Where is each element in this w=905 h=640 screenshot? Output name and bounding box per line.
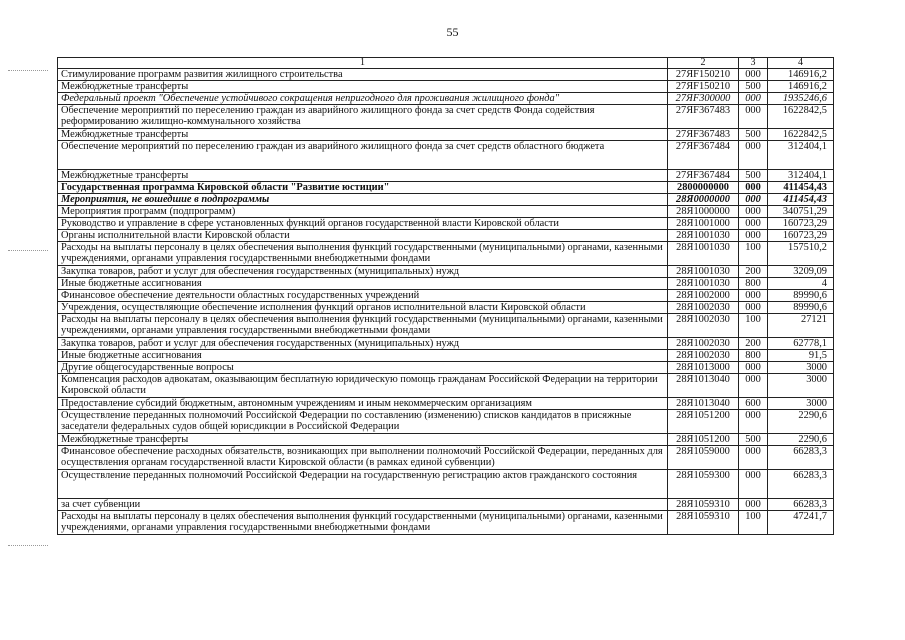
row-code: 27ЯF367484 [668, 170, 739, 182]
row-code: 28Я1001030 [668, 266, 739, 278]
row-name: Межбюджетные трансферты [58, 170, 668, 182]
row-type: 000 [739, 206, 768, 218]
header-col-2: 2 [668, 58, 739, 69]
row-amount: 3000 [768, 362, 834, 374]
table-row [58, 230, 834, 242]
row-type: 000 [739, 302, 768, 314]
row-code: 28Я1001030 [668, 242, 739, 266]
row-name: Обеспечение мероприятий по переселению граждан из аварийного жилищного фонда за счет средств областного бюджета [58, 141, 668, 170]
row-name: Компенсация расходов адвокатам, оказывающим бесплатную юридическую помощь гражданам Российской Федерации на территории Кировской области [58, 374, 668, 398]
row-code: 27ЯF367484 [668, 141, 739, 170]
row-name: Межбюджетные трансферты [58, 81, 668, 93]
row-amount: 1622842,5 [768, 129, 834, 141]
table-row [58, 410, 834, 434]
row-amount: 89990,6 [768, 290, 834, 302]
row-code: 27ЯF150210 [668, 69, 739, 81]
row-amount: 411454,43 [768, 182, 834, 194]
table-row [58, 338, 834, 350]
row-code: 28Я1002030 [668, 314, 739, 338]
row-name: Федеральный проект "Обеспечение устойчивого сокращения непригодного для проживания жилищного фонда" [58, 93, 668, 105]
budget-table [57, 57, 834, 535]
row-type: 000 [739, 374, 768, 398]
row-name: Государственная программа Кировской области "Развитие юстиции" [58, 182, 668, 194]
row-code: 28Я1001000 [668, 218, 739, 230]
row-name: Органы исполнительной власти Кировской области [58, 230, 668, 242]
row-type: 600 [739, 398, 768, 410]
table-row [58, 302, 834, 314]
row-name: Иные бюджетные ассигнования [58, 278, 668, 290]
row-amount: 1935246,6 [768, 93, 834, 105]
row-code: 28Я1000000 [668, 206, 739, 218]
row-code: 28Я1001030 [668, 278, 739, 290]
row-type: 100 [739, 314, 768, 338]
row-type: 500 [739, 81, 768, 93]
row-amount: 66283,3 [768, 446, 834, 470]
row-type: 500 [739, 129, 768, 141]
header-col-1: 1 [58, 58, 668, 69]
table-row [58, 314, 834, 338]
scan-artifact [8, 70, 48, 71]
row-name: Расходы на выплаты персоналу в целях обеспечения выполнения функций государственными (муниципальными) органами, казенными учреждениями, органами управления государственными внебюджетными фондами [58, 242, 668, 266]
row-name: Расходы на выплаты персоналу в целях обеспечения выполнения функций государственными (муниципальными) органами, казенными учреждениями, органами управления государственными внебюджетными фондами [58, 511, 668, 535]
header-col-4: 4 [768, 58, 834, 69]
row-name: Межбюджетные трансферты [58, 129, 668, 141]
table-row [58, 93, 834, 105]
row-amount: 2290,6 [768, 410, 834, 434]
row-type: 200 [739, 266, 768, 278]
row-amount: 4 [768, 278, 834, 290]
row-type: 000 [739, 446, 768, 470]
row-type: 500 [739, 170, 768, 182]
row-name: Обеспечение мероприятий по переселению граждан из аварийного жилищного фонда за счет средств Фонда содействия реформированию жилищно-коммунального хозяйства [58, 105, 668, 129]
scan-artifact [8, 545, 48, 546]
row-amount: 3209,09 [768, 266, 834, 278]
row-amount: 2290,6 [768, 434, 834, 446]
row-code: 28Я1059300 [668, 470, 739, 499]
row-type: 000 [739, 499, 768, 511]
table-row [58, 511, 834, 535]
row-name: Предоставление субсидий бюджетным, автономным учреждениям и иным некоммерческим организациям [58, 398, 668, 410]
row-code: 27ЯF367483 [668, 129, 739, 141]
row-code: 28Я1059310 [668, 499, 739, 511]
table-row [58, 470, 834, 499]
table-row [58, 170, 834, 182]
row-amount: 340751,29 [768, 206, 834, 218]
row-type: 100 [739, 242, 768, 266]
row-amount: 3000 [768, 374, 834, 398]
row-code: 28Я1002030 [668, 302, 739, 314]
table-row [58, 290, 834, 302]
row-type: 000 [739, 362, 768, 374]
row-amount: 89990,6 [768, 302, 834, 314]
row-code: 28Я1002030 [668, 338, 739, 350]
row-amount: 3000 [768, 398, 834, 410]
table-row [58, 81, 834, 93]
row-type: 800 [739, 350, 768, 362]
row-code: 28Я1013040 [668, 374, 739, 398]
table-row [58, 218, 834, 230]
row-code: 28Я1059000 [668, 446, 739, 470]
scan-artifact [8, 250, 48, 251]
row-code: 28Я1013000 [668, 362, 739, 374]
row-type: 000 [739, 93, 768, 105]
row-code: 28Я0000000 [668, 194, 739, 206]
row-amount: 47241,7 [768, 511, 834, 535]
row-code: 27ЯF150210 [668, 81, 739, 93]
row-type: 000 [739, 194, 768, 206]
row-type: 000 [739, 69, 768, 81]
row-amount: 160723,29 [768, 230, 834, 242]
row-type: 800 [739, 278, 768, 290]
table-header-row [58, 58, 834, 69]
table-row [58, 141, 834, 170]
table-row [58, 446, 834, 470]
row-code: 28Я1001030 [668, 230, 739, 242]
row-code: 28Я1002000 [668, 290, 739, 302]
table-row [58, 242, 834, 266]
row-amount: 146916,2 [768, 81, 834, 93]
row-amount: 91,5 [768, 350, 834, 362]
table-row [58, 374, 834, 398]
table-row [58, 69, 834, 81]
table-row [58, 194, 834, 206]
row-amount: 157510,2 [768, 242, 834, 266]
row-name: Осуществление переданных полномочий Российской Федерации на государственную регистрацию актов гражданского состояния [58, 470, 668, 499]
row-name: Осуществление переданных полномочий Российской Федерации по составлению (изменению) списков кандидатов в присяжные заседатели федеральных судов общей юрисдикции в Российской Федерации [58, 410, 668, 434]
row-type: 000 [739, 218, 768, 230]
row-type: 000 [739, 230, 768, 242]
row-type: 000 [739, 105, 768, 129]
row-amount: 62778,1 [768, 338, 834, 350]
row-name: Расходы на выплаты персоналу в целях обеспечения выполнения функций государственными (муниципальными) органами, казенными учреждениями, органами управления государственными внебюджетными фондами [58, 314, 668, 338]
row-code: 2800000000 [668, 182, 739, 194]
row-name: Мероприятия программ (подпрограмм) [58, 206, 668, 218]
row-name: Финансовое обеспечение деятельности областных государственных учреждений [58, 290, 668, 302]
row-code: 28Я1051200 [668, 410, 739, 434]
row-name: Другие общегосударственные вопросы [58, 362, 668, 374]
row-amount: 160723,29 [768, 218, 834, 230]
table-row [58, 206, 834, 218]
row-name: Межбюджетные трансферты [58, 434, 668, 446]
row-type: 000 [739, 470, 768, 499]
table-row [58, 434, 834, 446]
row-amount: 312404,1 [768, 141, 834, 170]
row-code: 28Я1059310 [668, 511, 739, 535]
table-row [58, 182, 834, 194]
row-code: 28Я1051200 [668, 434, 739, 446]
row-amount: 27121 [768, 314, 834, 338]
row-code: 27ЯF367483 [668, 105, 739, 129]
row-type: 200 [739, 338, 768, 350]
row-type: 500 [739, 434, 768, 446]
row-amount: 66283,3 [768, 499, 834, 511]
row-amount: 312404,1 [768, 170, 834, 182]
row-type: 000 [739, 182, 768, 194]
row-type: 100 [739, 511, 768, 535]
row-name: Стимулирование программ развития жилищного строительства [58, 69, 668, 81]
table-row [58, 266, 834, 278]
table-row [58, 350, 834, 362]
table-row [58, 398, 834, 410]
table-row [58, 499, 834, 511]
row-name: Учреждения, осуществляющие обеспечение исполнения функций органов исполнительной власти Кировской области [58, 302, 668, 314]
row-code: 28Я1013040 [668, 398, 739, 410]
table-row [58, 278, 834, 290]
row-amount: 66283,3 [768, 470, 834, 499]
row-amount: 411454,43 [768, 194, 834, 206]
row-name: Закупка товаров, работ и услуг для обеспечения государственных (муниципальных) нужд [58, 338, 668, 350]
page-number: 55 [446, 25, 459, 39]
row-code: 28Я1002030 [668, 350, 739, 362]
row-name: Мероприятия, не вошедшие в подпрограммы [58, 194, 668, 206]
row-type: 000 [739, 141, 768, 170]
row-name: Закупка товаров, работ и услуг для обеспечения государственных (муниципальных) нужд [58, 266, 668, 278]
row-type: 000 [739, 290, 768, 302]
table-row [58, 129, 834, 141]
row-type: 000 [739, 410, 768, 434]
table-row [58, 105, 834, 129]
row-amount: 1622842,5 [768, 105, 834, 129]
header-col-3: 3 [739, 58, 768, 69]
row-name: за счет субвенции [58, 499, 668, 511]
row-name: Иные бюджетные ассигнования [58, 350, 668, 362]
row-name: Руководство и управление в сфере установленных функций органов государственной власти Кировской области [58, 218, 668, 230]
table-row [58, 362, 834, 374]
row-code: 27ЯF300000 [668, 93, 739, 105]
row-name: Финансовое обеспечение расходных обязательств, возникающих при выполнении полномочий Российской Федерации, переданных для осуществления органам государственной власти Кировской области (в рамках единой субвенции) [58, 446, 668, 470]
row-amount: 146916,2 [768, 69, 834, 81]
